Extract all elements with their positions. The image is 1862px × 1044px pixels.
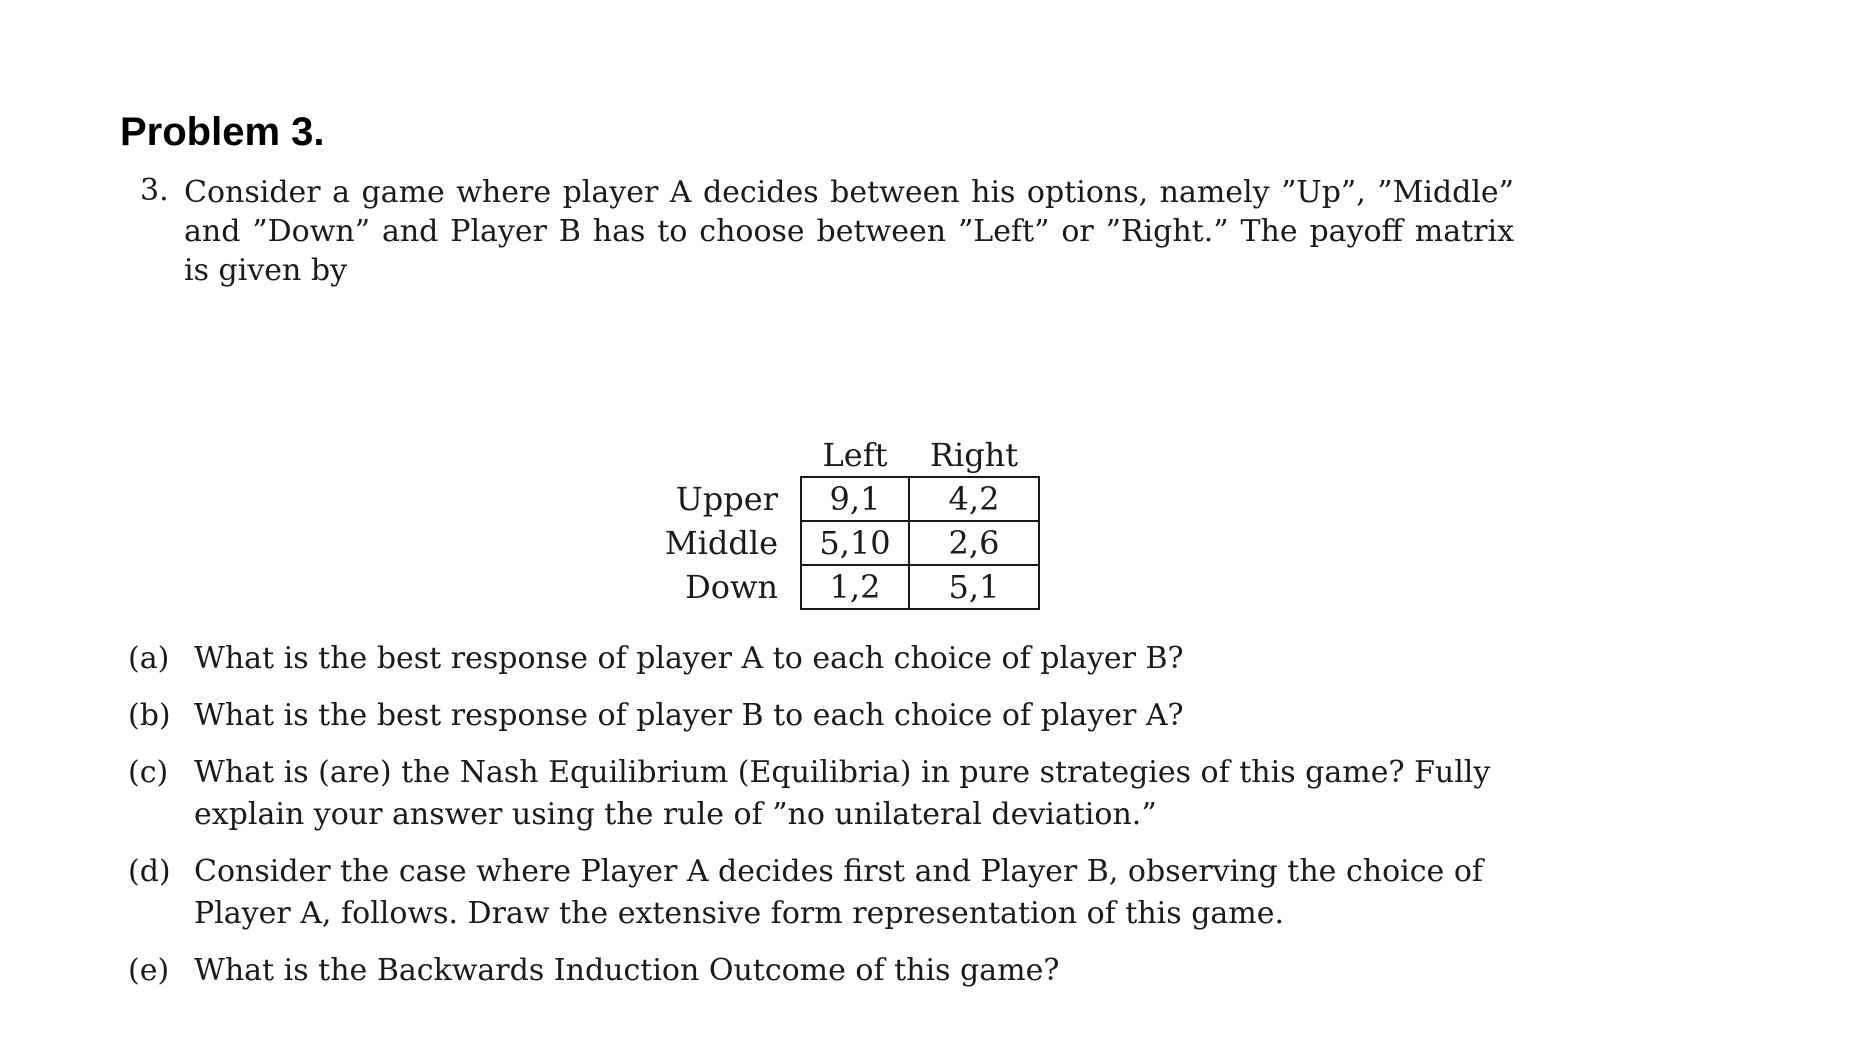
payoff-table: [660, 434, 1040, 610]
payoff-cell-upper-right: 4,2: [909, 477, 1039, 521]
question-text: What is the Backwards Induction Outcome of this game?: [194, 953, 1060, 988]
question-label: (c): [128, 755, 169, 790]
question-text: Consider the case where Player A decides first and Player B, observing the choice of Player A, follows. Draw the extensive form representation of this game.: [194, 854, 1483, 931]
column-header-left: Left: [822, 436, 888, 474]
matrix-row-down: [660, 565, 1039, 609]
matrix-corner: [660, 434, 801, 477]
matrix-row-middle: [660, 521, 1039, 565]
payoff-matrix: [660, 434, 1040, 610]
question-b: [128, 695, 1578, 737]
problem-number: 3.: [140, 173, 169, 208]
question-text: What is the best response of player B to each choice of player A?: [194, 698, 1184, 733]
question-text: What is (are) the Nash Equilibrium (Equilibria) in pure strategies of this game? Fully explain your answer using the rule of ”no unilateral deviation.”: [194, 755, 1491, 832]
question-text: What is the best response of player A to each choice of player B?: [194, 641, 1184, 676]
question-e: [128, 950, 1578, 992]
payoff-cell-down-left: 1,2: [801, 565, 909, 609]
problem-title: Problem 3.: [120, 110, 325, 154]
question-label: (b): [128, 698, 171, 733]
matrix-header-row: [660, 434, 1039, 477]
column-header-right: Right: [929, 436, 1019, 474]
payoff-cell-middle-left: 5,10: [801, 521, 909, 565]
row-label-middle: Middle: [664, 524, 778, 562]
question-list: [128, 638, 1578, 1007]
matrix-row-upper: [660, 477, 1039, 521]
row-label-down: Down: [685, 568, 778, 606]
question-label: (e): [128, 953, 170, 988]
question-a: [128, 638, 1578, 680]
question-label: (d): [128, 854, 171, 889]
question-d: [128, 851, 1578, 935]
payoff-cell-upper-left: 9,1: [801, 477, 909, 521]
payoff-cell-middle-right: 2,6: [909, 521, 1039, 565]
problem-statement: Consider a game where player A decides between his options, namely ”Up”, ”Middle” and ”Down” and Player B has to choose between ”Left” or ”Right.” The payoff matrix is given by: [184, 175, 1514, 288]
question-label: (a): [128, 641, 170, 676]
payoff-cell-down-right: 5,1: [909, 565, 1039, 609]
row-label-upper: Upper: [675, 480, 778, 518]
question-c: [128, 752, 1578, 836]
